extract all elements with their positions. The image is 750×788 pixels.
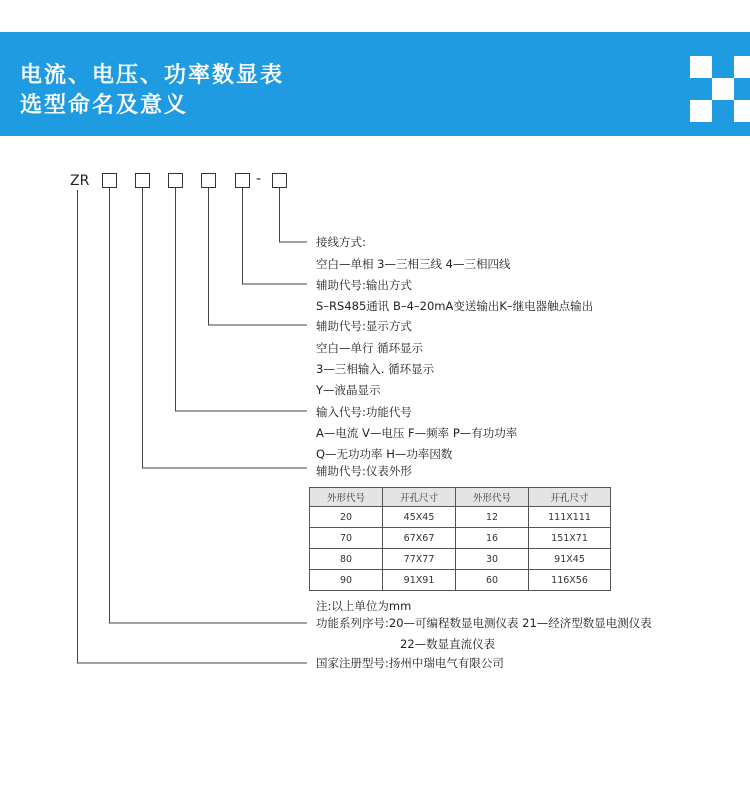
table-cell: 16: [456, 528, 529, 549]
table-cell: 90: [310, 570, 383, 591]
table-header: 外形代号: [310, 488, 383, 507]
display-option-2: 3—三相输入. 循环显示: [316, 362, 435, 376]
line-input: [176, 188, 308, 411]
line-wiring: [280, 188, 308, 242]
table-cell: 91X45: [529, 549, 611, 570]
table-cell: 111X111: [529, 507, 611, 528]
table-cell: 45X45: [383, 507, 456, 528]
registration: 国家注册型号:扬州中瑞电气有限公司: [316, 656, 504, 670]
table-cell: 77X77: [383, 549, 456, 570]
input-title: 输入代号:功能代号: [316, 405, 412, 419]
line-output: [243, 188, 308, 284]
display-option-3: Y—液晶显示: [316, 383, 381, 397]
unit-note: 注:以上单位为mm: [316, 599, 412, 613]
aux-shape-title: 辅助代号:仪表外形: [316, 464, 412, 478]
table-cell: 30: [456, 549, 529, 570]
table-cell: 151X71: [529, 528, 611, 549]
table-row: [310, 570, 611, 591]
table-header: 开孔尺寸: [529, 488, 611, 507]
series-title: 功能系列序号:20—可编程数显电测仪表 21—经济型数显电测仪表: [316, 616, 652, 630]
aux-output-options: S–RS485通讯 B–4–20mA变送输出K–继电器触点输出: [316, 299, 594, 313]
model-prefix: ZR: [70, 173, 90, 189]
wiring-options: 空白—单相 3—三相三线 4—三相四线: [316, 257, 511, 271]
table-row: [310, 507, 611, 528]
line-shape: [143, 188, 308, 468]
table-cell: 12: [456, 507, 529, 528]
table-row: [310, 528, 611, 549]
table-cell: 67X67: [383, 528, 456, 549]
aux-display-title: 辅助代号:显示方式: [316, 319, 412, 333]
page-subtitle: 选型命名及意义: [20, 93, 189, 118]
table-cell: 60: [456, 570, 529, 591]
input-options-2: Q—无功功率 H—功率因数: [316, 447, 453, 461]
wiring-title: 接线方式:: [316, 235, 366, 249]
table-cell: 91X91: [383, 570, 456, 591]
display-option-1: 空白—单行 循环显示: [316, 341, 424, 355]
series-option-22: 22—数显直流仪表: [400, 637, 496, 651]
table-header-row: [310, 488, 611, 507]
line-registration: [78, 190, 308, 663]
page-title: 电流、电压、功率数显表: [20, 63, 285, 88]
table-cell: 20: [310, 507, 383, 528]
table-header: 开孔尺寸: [383, 488, 456, 507]
input-options-1: A—电流 V—电压 F—频率 P—有功功率: [316, 426, 518, 440]
table-header: 外形代号: [456, 488, 529, 507]
table-cell: 80: [310, 549, 383, 570]
line-display: [209, 188, 308, 325]
table-cell: 70: [310, 528, 383, 549]
table-cell: 116X56: [529, 570, 611, 591]
dimensions-table: [309, 487, 611, 591]
table-row: [310, 549, 611, 570]
aux-output-title: 辅助代号:输出方式: [316, 278, 412, 292]
model-separator: -: [256, 171, 262, 187]
